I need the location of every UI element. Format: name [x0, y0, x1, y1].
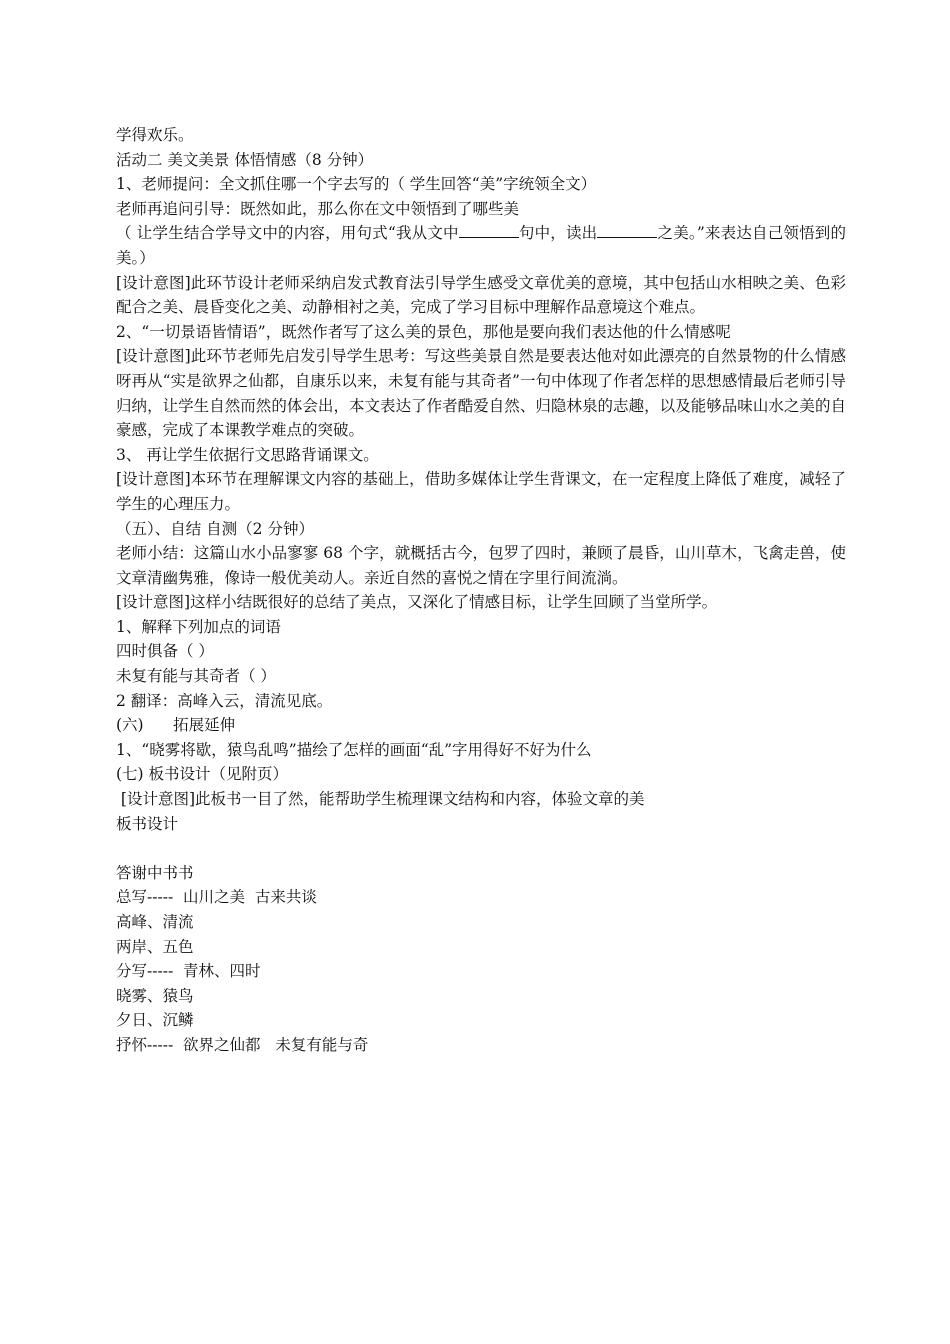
text-segment: （ 让学生结合学导文中的内容，用句式“我从文中 [116, 224, 459, 243]
board-line: 晓雾、猿鸟 [116, 986, 194, 1005]
exercise-line: 四时俱备（ ） [116, 642, 214, 661]
board-line: 分写----- 青林、四时 [116, 962, 261, 981]
board-title: 答谢中书书 [116, 863, 194, 882]
blank-line [459, 222, 519, 238]
exercise-line: 1、解释下列加点的词语 [116, 617, 281, 636]
text-line: 学得欢乐。 [116, 126, 194, 144]
text-segment: 句中，读出 [518, 224, 598, 243]
board-line: 抒怀----- 欲界之仙都 未复有能与奇 [116, 1035, 369, 1054]
text-line: 1、“晓雾将歇，猿鸟乱鸣”描绘了怎样的画面“乱”字用得好不好为什么 [116, 740, 592, 759]
board-line: 总写----- 山川之美 古来共谈 [116, 888, 317, 907]
design-intent-paragraph: [设计意图]此环节设计老师采纳启发式教育法引导学生感受文章优美的意境，其中包括山水相映之美、色彩配合之美、晨昏变化之美、动静相衬之美，完成了学习目标中理解作品意境这个难点。 [116, 273, 846, 317]
section-heading: (七) 板书设计（见附页） [116, 765, 289, 784]
board-line: 高峰、清流 [116, 913, 194, 931]
activity-heading: 活动二 美文美景 体悟情感（8 分钟） [116, 150, 374, 169]
section-heading: (六) 拓展延伸 [116, 716, 236, 735]
spacer [116, 836, 846, 861]
design-intent-paragraph: [设计意图]此环节老师先启发引导学生思考：写这些美景自然是要表达他对如此漂亮的自然景物的什么情感呀再从“实是欲界之仙都，自康乐以来，未复有能与其奇者”一句中体现了作者怎样的思想感情最后老师引导归纳，让学生自然而然的体会出，本文表达了作者酷爱自然、归隐林泉的志趣，以及能够品味山水之美的自豪感，完成了本课教学难点的突破。 [116, 347, 846, 440]
summary-paragraph: 老师小结：这篇山水小品寥寥 68 个字，就概括古今，包罗了四时，兼顾了晨昏，山川草木，飞禽走兽，使文章清幽隽雅，像诗一般优美动人。亲近自然的喜悦之情在字里行间流淌。 [116, 544, 846, 587]
text-line: 1、老师提问：全文抓住哪一个字去写的（ 学生回答“美”字统领全文） [116, 175, 597, 194]
board-line: 两岸、五色 [116, 937, 194, 956]
exercise-line: 2 翻译：高峰入云，清流见底。 [116, 691, 333, 710]
text-line: 2、“一切景语皆情语”，既然作者写了这么美的景色，那他是要向我们表达他的什么情感呢 [116, 322, 731, 341]
fill-in-sentence [116, 221, 846, 270]
document-page [116, 123, 846, 1058]
text-line: 老师再追问引导：既然如此，那么你在文中领悟到了哪些美 [116, 199, 520, 218]
text-line: 3、 再让学生依据行文思路背诵课文。 [116, 445, 379, 464]
design-intent-line: [设计意图]此板书一目了然，能帮助学生梳理课文结构和内容，体验文章的美 [116, 790, 645, 809]
design-intent-line: [设计意图]这样小结既很好的总结了美点，又深化了情感目标，让学生回顾了当堂所学。 [116, 593, 718, 612]
blank-line [597, 222, 657, 238]
board-line: 夕日、沉鳞 [116, 1011, 194, 1030]
section-heading: （五）、自结 自测（2 分钟） [116, 519, 314, 538]
text-segment: 之美。”来表达自己领悟到的美。） [116, 224, 846, 267]
design-intent-paragraph: [设计意图]本环节在理解课文内容的基础上，借助多媒体让学生背课文，在一定程度上降低了难度，减轻了学生的心理压力。 [116, 470, 846, 513]
exercise-line: 未复有能与其奇者（ ） [116, 667, 276, 686]
text-line: 板书设计 [116, 814, 179, 833]
